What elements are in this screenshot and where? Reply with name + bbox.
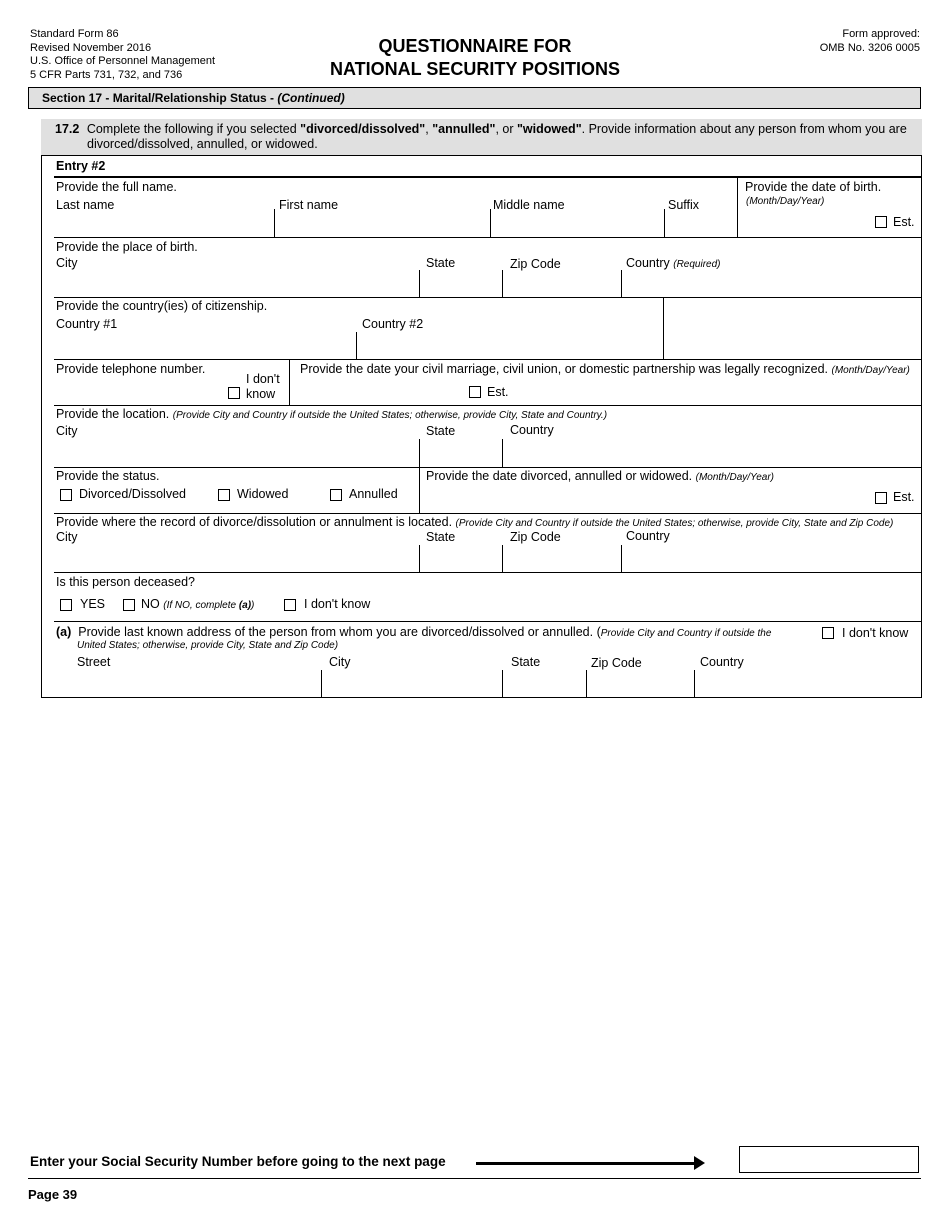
pob-divider-2	[502, 270, 503, 297]
pob-country-required-note: (Required)	[673, 259, 721, 270]
address-divider-2	[502, 670, 503, 698]
status-widowed-checkbox[interactable]	[218, 489, 230, 501]
location-city-label: City	[56, 424, 78, 438]
address-prompt: Provide last known address of the person from whom you are divorced/dissolved or annulled. (	[78, 625, 601, 639]
option-divorced: "divorced/dissolved"	[300, 122, 426, 136]
address-divider-1	[321, 670, 322, 698]
question-text-end: divorced/dissolved, annulled, or widowed.	[87, 136, 318, 151]
location-country-label: Country	[510, 423, 554, 437]
status-date-est-label: Est.	[893, 490, 915, 504]
phone-idk-label-1: I don't	[246, 372, 280, 386]
deceased-no-text: NO	[141, 597, 164, 611]
deceased-prompt: Is this person deceased?	[56, 575, 195, 589]
dob-prompt: Provide the date of birth.	[745, 180, 882, 194]
union-date-est-checkbox[interactable]	[469, 386, 481, 398]
address-divider-3	[586, 670, 587, 698]
form-title-line-1: QUESTIONNAIRE FOR	[378, 36, 572, 56]
deceased-no-checkbox[interactable]	[123, 599, 135, 611]
question-separator-2: , or	[495, 122, 517, 136]
status-divorced-label: Divorced/Dissolved	[79, 487, 186, 501]
record-country-label: Country	[626, 529, 670, 543]
pob-divider-1	[419, 270, 420, 297]
ssn-input[interactable]	[739, 1146, 919, 1173]
approval-label: Form approved:	[842, 28, 920, 40]
record-zip-label: Zip Code	[510, 530, 561, 544]
address-country-label: Country	[700, 655, 744, 669]
question-text-continued: . Provide information about any person from whom you are	[581, 122, 907, 136]
union-date-prompt	[300, 362, 910, 376]
address-idk-checkbox[interactable]	[822, 627, 834, 639]
section-title: Section 17 - Marital/Relationship Status -	[42, 91, 278, 105]
dob-divider	[737, 177, 738, 237]
status-date-prompt	[426, 469, 774, 483]
row-divider	[54, 572, 922, 573]
pob-state-label: State	[426, 256, 456, 270]
question-separator-1: ,	[425, 122, 433, 136]
section-header	[28, 87, 921, 109]
location-note: (Provide City and Country if outside the United States; otherwise, provide City, State and Country.)	[172, 410, 608, 421]
arrow-line	[476, 1162, 696, 1165]
option-widowed: "widowed"	[516, 122, 582, 136]
row-divider	[54, 359, 922, 360]
deceased-idk-label: I don't know	[304, 597, 371, 611]
entry-divider	[54, 176, 922, 178]
ssn-prompt: Enter your Social Security Number before going to the next page	[30, 1154, 446, 1169]
location-divider-2	[502, 439, 503, 467]
union-date-est-label: Est.	[487, 385, 509, 399]
address-note-2: United States; otherwise, provide City, State and Zip Code)	[77, 640, 339, 651]
pob-zip-label: Zip Code	[510, 257, 561, 271]
form-regulation: 5 CFR Parts 731, 732, and 736	[30, 68, 183, 81]
record-divider-2	[502, 545, 503, 572]
form-title-line-2: NATIONAL SECURITY POSITIONS	[329, 59, 621, 79]
option-annulled: "annulled"	[432, 122, 496, 136]
place-of-birth-prompt: Provide the place of birth.	[56, 240, 198, 254]
suffix-label: Suffix	[668, 198, 700, 212]
address-state-label: State	[511, 655, 541, 669]
union-date-text: Provide the date your civil marriage, civil union, or domestic partnership was legally recognized.	[300, 362, 832, 376]
citizenship-divider	[356, 332, 357, 359]
telephone-prompt: Provide telephone number.	[56, 362, 206, 376]
deceased-no-label	[141, 597, 254, 611]
middle-name-label: Middle name	[493, 198, 565, 212]
last-name-label: Last name	[56, 198, 115, 212]
country2-label: Country #2	[362, 317, 424, 331]
status-date-text: Provide the date divorced, annulled or widowed.	[426, 469, 696, 483]
question-text: Complete the following if you selected	[86, 122, 301, 136]
location-divider-1	[419, 439, 420, 467]
dob-format: (Month/Day/Year)	[746, 196, 825, 207]
full-name-prompt: Provide the full name.	[56, 180, 177, 194]
address-divider-4	[694, 670, 695, 698]
deceased-no-note-end: )	[251, 600, 255, 611]
status-divorced-checkbox[interactable]	[60, 489, 72, 501]
location-state-label: State	[426, 424, 456, 438]
row-divider	[54, 405, 922, 406]
union-date-format: (Month/Day/Year)	[831, 365, 910, 376]
address-street-label: Street	[77, 655, 111, 669]
pob-country-label	[626, 256, 721, 270]
deceased-yes-label: YES	[80, 597, 106, 611]
record-state-label: State	[426, 530, 456, 544]
omb-approval	[820, 28, 920, 55]
dob-est-checkbox[interactable]	[875, 216, 887, 228]
location-text: Provide the location.	[56, 407, 173, 421]
address-sub-label: (a)	[56, 625, 72, 639]
citizenship-prompt: Provide the country(ies) of citizenship.	[56, 299, 268, 313]
section-continued: (Continued)	[277, 91, 345, 105]
status-widowed-label: Widowed	[237, 487, 289, 501]
omb-number: OMB No. 3206 0005	[819, 41, 920, 54]
address-city-label: City	[329, 655, 351, 669]
address-note-1: Provide City and Country if outside the	[600, 628, 772, 639]
record-prompt	[56, 515, 893, 529]
row-divider	[54, 467, 922, 468]
row-divider	[54, 237, 922, 238]
row-divider	[54, 621, 922, 622]
record-city-label: City	[56, 530, 78, 544]
record-note: (Provide City and Country if outside the United States; otherwise, provide City, State and Zip Code)	[455, 518, 894, 529]
pob-divider-3	[621, 270, 622, 297]
first-name-label: First name	[279, 198, 339, 212]
country1-label: Country #1	[56, 317, 118, 331]
record-divider-1	[419, 545, 420, 572]
phone-idk-label-2: know	[246, 387, 276, 401]
question-number: 17.2	[55, 122, 80, 136]
status-annulled-label: Annulled	[349, 487, 398, 501]
footer-divider	[28, 1178, 921, 1179]
row-divider	[54, 513, 922, 514]
form-revision: Revised November 2016	[30, 41, 152, 54]
deceased-no-note-a: (a)	[238, 600, 252, 611]
name-divider-2	[490, 209, 491, 237]
location-prompt	[56, 407, 607, 421]
status-date-format: (Month/Day/Year)	[695, 472, 774, 483]
status-date-est-checkbox[interactable]	[875, 492, 887, 504]
name-divider-3	[664, 209, 665, 237]
deceased-idk-checkbox[interactable]	[284, 599, 296, 611]
status-divider	[419, 467, 420, 513]
deceased-no-note: (If NO, complete	[163, 600, 239, 611]
status-annulled-checkbox[interactable]	[330, 489, 342, 501]
deceased-yes-checkbox[interactable]	[60, 599, 72, 611]
record-divider-3	[621, 545, 622, 572]
address-zip-label: Zip Code	[591, 656, 642, 670]
dob-est-label: Est.	[893, 215, 915, 229]
phone-idk-checkbox[interactable]	[228, 387, 240, 399]
form-agency: U.S. Office of Personnel Management	[30, 55, 216, 67]
status-prompt: Provide the status.	[56, 469, 160, 483]
address-idk-label: I don't know	[842, 626, 909, 640]
pob-city-label: City	[56, 256, 78, 270]
arrow-right-icon	[694, 1156, 705, 1170]
pob-country-text: Country	[626, 256, 674, 270]
form-title	[0, 35, 950, 81]
name-divider-1	[274, 209, 275, 237]
row-divider	[54, 297, 922, 298]
phone-divider	[289, 359, 290, 405]
citizenship-divider-right	[663, 297, 664, 359]
question-header	[41, 119, 922, 156]
form-number: Standard Form 86	[30, 28, 119, 40]
entry-label: Entry #2	[56, 159, 106, 173]
record-text: Provide where the record of divorce/dissolution or annulment is located.	[56, 515, 456, 529]
page-number: Page 39	[28, 1187, 78, 1202]
